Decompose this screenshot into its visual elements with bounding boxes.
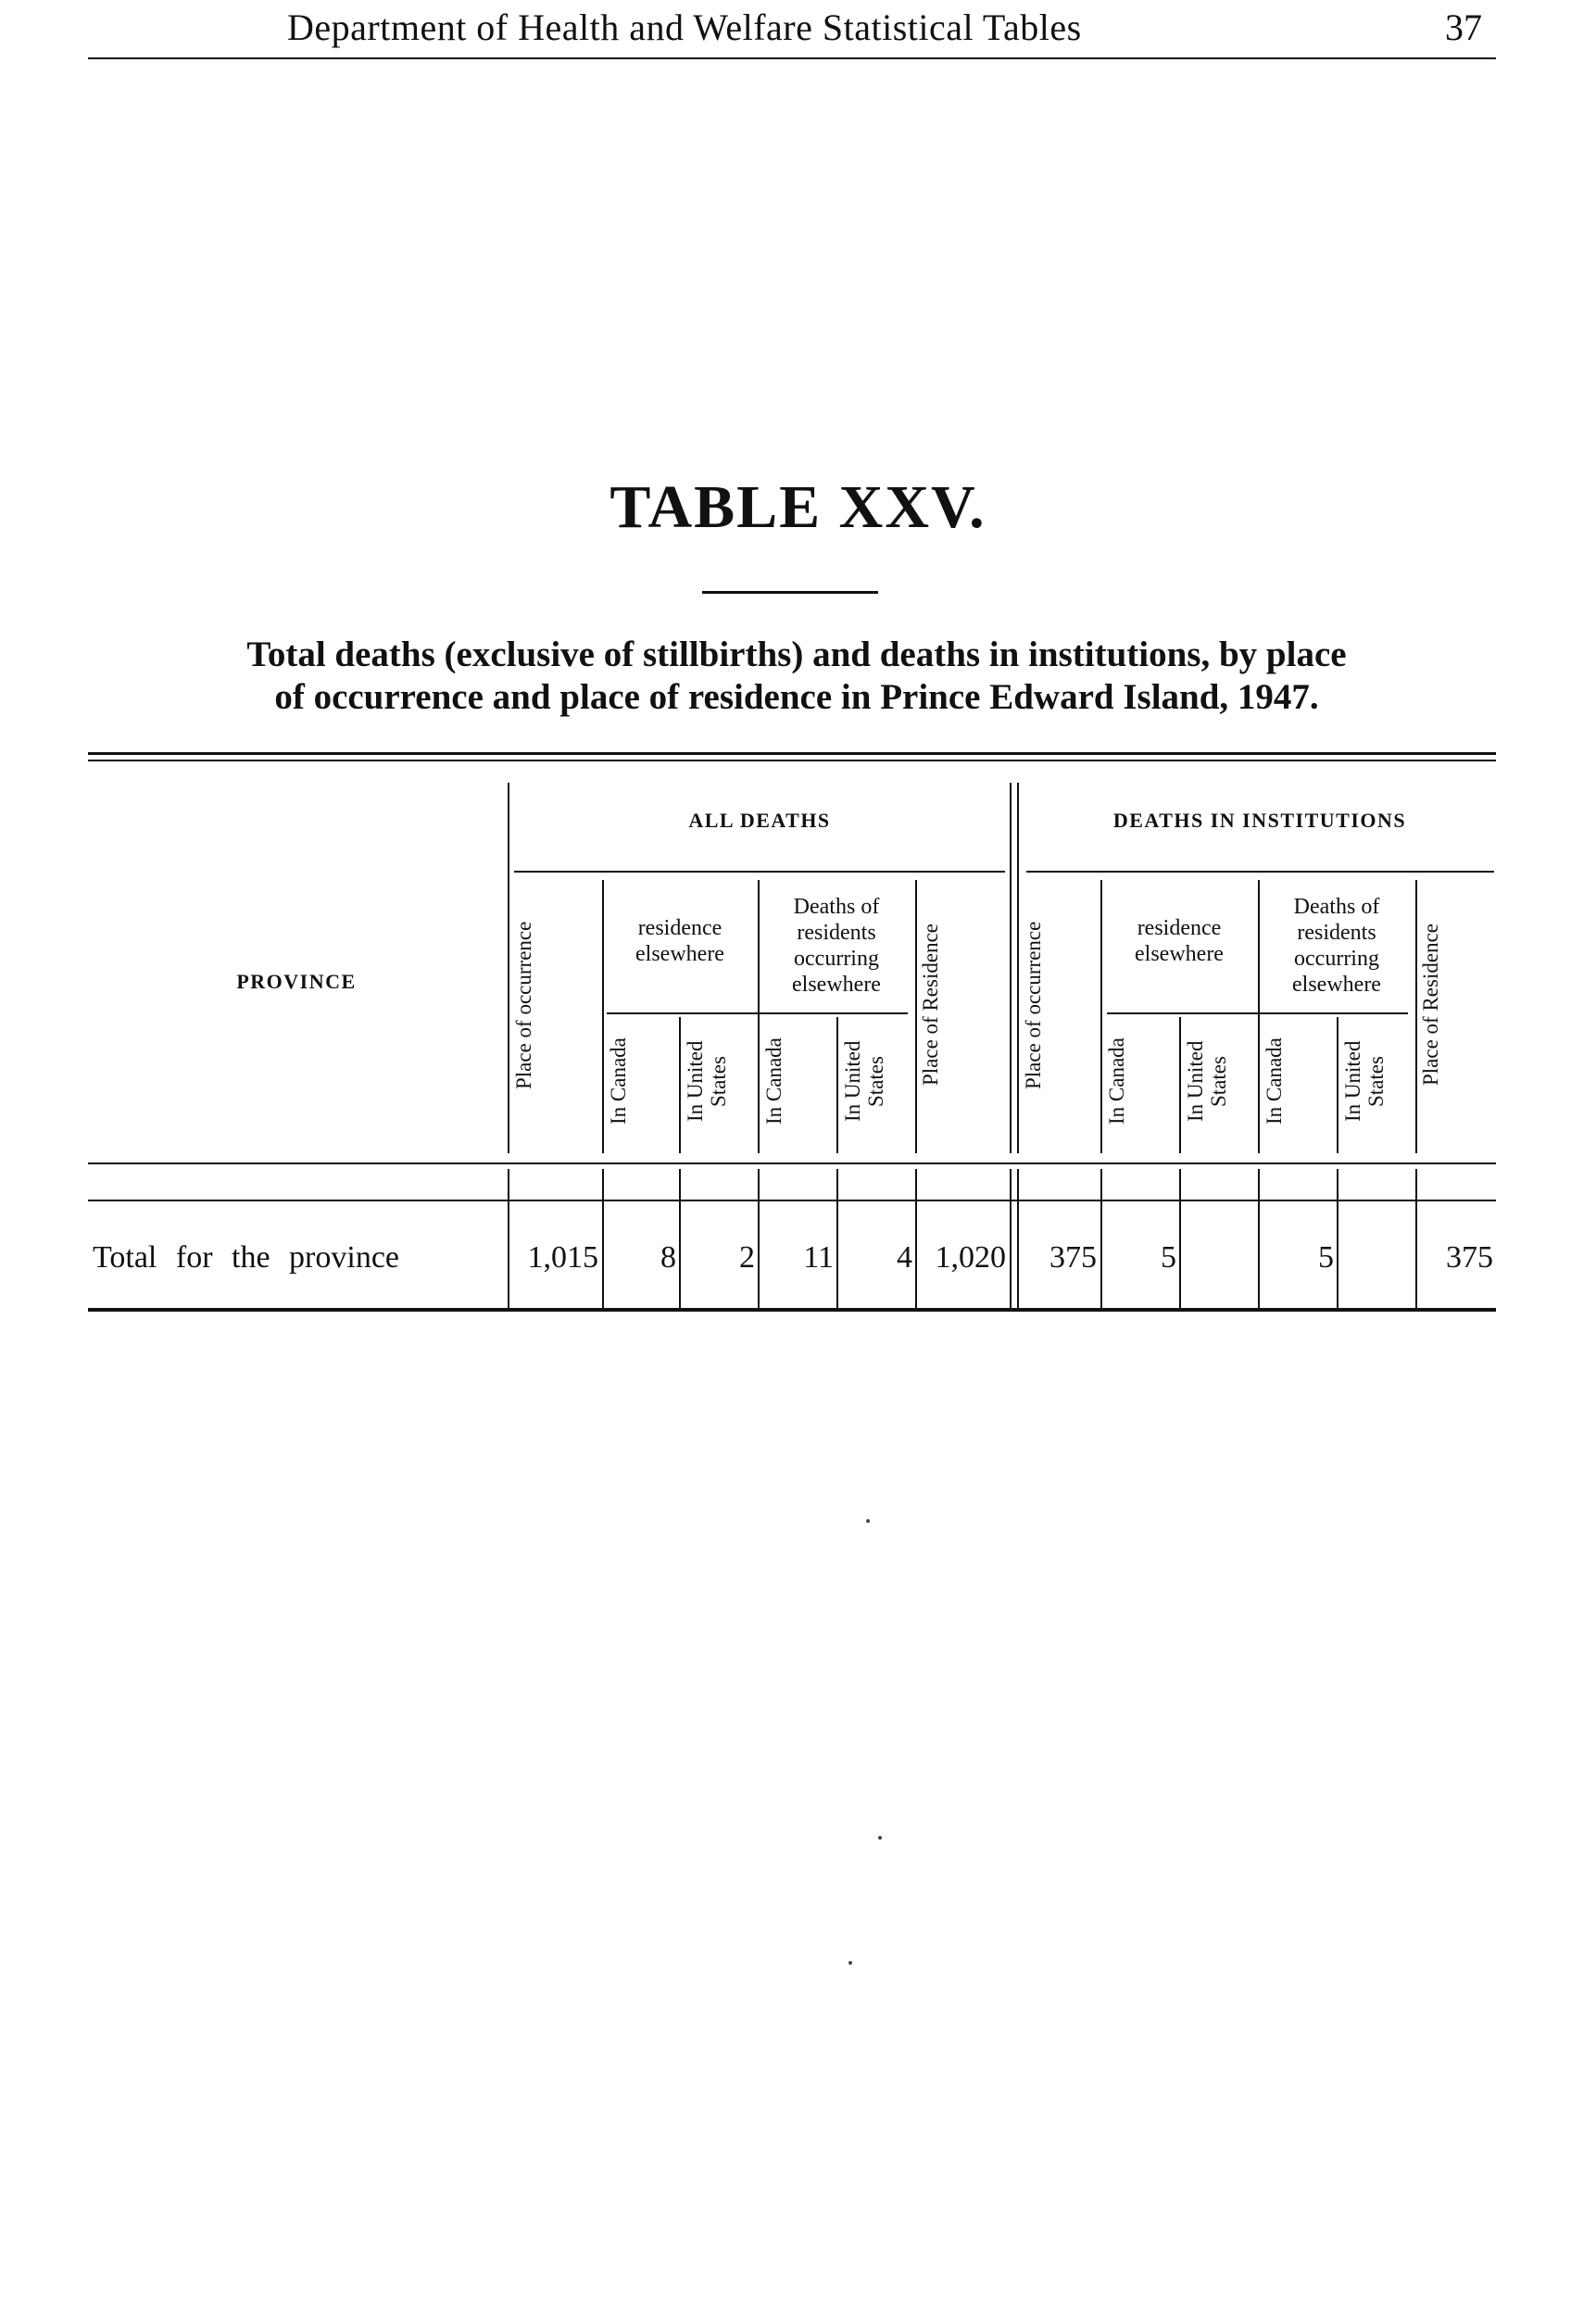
- table-top-rule-2: [88, 760, 1496, 761]
- caption-line-2: of occurrence and place of residence in Prince Edward Island, 1947.: [274, 677, 1319, 717]
- table-top-rule: [88, 752, 1496, 755]
- body-col-line: [602, 1169, 604, 1308]
- header-in-united-states: In United States: [684, 1040, 730, 1123]
- cell-all-deaths-us: 4: [897, 1240, 912, 1275]
- header-inst-deaths-of-residents: Deaths of residents occurring elsewhere: [1292, 895, 1381, 997]
- body-col-line: [915, 1169, 917, 1308]
- cell-inst-deaths-canada: 5: [1318, 1240, 1334, 1275]
- col-line: [679, 1017, 681, 1153]
- group-rule: [514, 871, 1005, 873]
- body-col-line: [1337, 1169, 1338, 1308]
- header-inst-in-united-states: In United States: [1184, 1040, 1230, 1123]
- body-col-line: [679, 1169, 681, 1308]
- cell-all-res-canada: 8: [660, 1240, 676, 1275]
- title-rule: [702, 591, 878, 594]
- scan-speck: [866, 1519, 870, 1523]
- body-col-line: [508, 1169, 509, 1308]
- body-col-line: [1017, 1169, 1019, 1308]
- header-inst-place-of-residence: Place of Residence: [1419, 924, 1442, 1087]
- body-top-rule: [88, 1200, 1496, 1201]
- header-in-united-states: In United States: [841, 1040, 887, 1123]
- col-line: [1017, 783, 1019, 1153]
- scan-speck: [848, 1961, 852, 1965]
- col-line: [1179, 1017, 1181, 1153]
- sub-rule: [1107, 1012, 1408, 1014]
- group-header-institutions: DEATHS IN INSTITUTIONS: [1112, 809, 1407, 832]
- col-line: [508, 783, 509, 1153]
- header-residence-elsewhere: residence elsewhere: [635, 916, 724, 966]
- table-title: TABLE XXV.: [609, 473, 987, 541]
- running-header-title: Department of Health and Welfare Statistical Tables: [287, 6, 1082, 48]
- cell-inst-occurrence: 375: [1049, 1240, 1097, 1275]
- stub-header: PROVINCE: [236, 970, 357, 993]
- cell-all-occurrence: 1,015: [527, 1240, 598, 1275]
- cell-inst-res-canada: 5: [1161, 1240, 1176, 1275]
- group-rule: [1026, 871, 1494, 873]
- header-place-of-occurrence: Place of occurrence: [512, 921, 535, 1089]
- col-line: [836, 1017, 838, 1153]
- body-col-line: [1010, 1169, 1012, 1308]
- col-line: [915, 880, 917, 1153]
- body-col-line: [1179, 1169, 1181, 1308]
- header-inst-residence-elsewhere: residence elsewhere: [1135, 916, 1224, 966]
- header-rule: [88, 57, 1496, 59]
- header-inst-place-of-occurrence: Place of occurrence: [1022, 921, 1045, 1089]
- caption-line-1: Total deaths (exclusive of stillbirths) and deaths in institutions, by place: [246, 635, 1347, 674]
- cell-all-res-us: 2: [739, 1240, 755, 1275]
- header-inst-in-canada: In Canada: [1263, 1037, 1286, 1125]
- body-col-line: [1258, 1169, 1260, 1308]
- cell-inst-residence: 375: [1446, 1240, 1493, 1275]
- row-label: Total for the province: [93, 1240, 400, 1275]
- sub-rule: [607, 1012, 908, 1014]
- header-in-canada: In Canada: [762, 1037, 785, 1125]
- col-line: [1415, 880, 1417, 1153]
- body-col-line: [758, 1169, 760, 1308]
- table-bottom-rule: [88, 1308, 1496, 1312]
- group-header-all-deaths: ALL DEATHS: [688, 809, 831, 832]
- scan-speck: [878, 1836, 882, 1840]
- cell-all-deaths-canada: 11: [803, 1240, 834, 1275]
- table-caption: [88, 634, 1505, 719]
- header-inst-in-united-states: In United States: [1341, 1040, 1388, 1123]
- header-deaths-of-residents: Deaths of residents occurring elsewhere: [792, 895, 881, 997]
- page-number: 37: [1445, 6, 1482, 48]
- header-inst-in-canada: In Canada: [1105, 1037, 1128, 1125]
- body-col-line: [1415, 1169, 1417, 1308]
- col-line: [1337, 1017, 1338, 1153]
- header-place-of-residence: Place of Residence: [919, 924, 942, 1087]
- cell-all-residence: 1,020: [935, 1240, 1006, 1275]
- col-line: [1010, 783, 1012, 1153]
- body-col-line: [836, 1169, 838, 1308]
- body-col-line: [1100, 1169, 1102, 1308]
- header-bottom-rule: [88, 1163, 1496, 1164]
- header-in-canada: In Canada: [607, 1037, 630, 1125]
